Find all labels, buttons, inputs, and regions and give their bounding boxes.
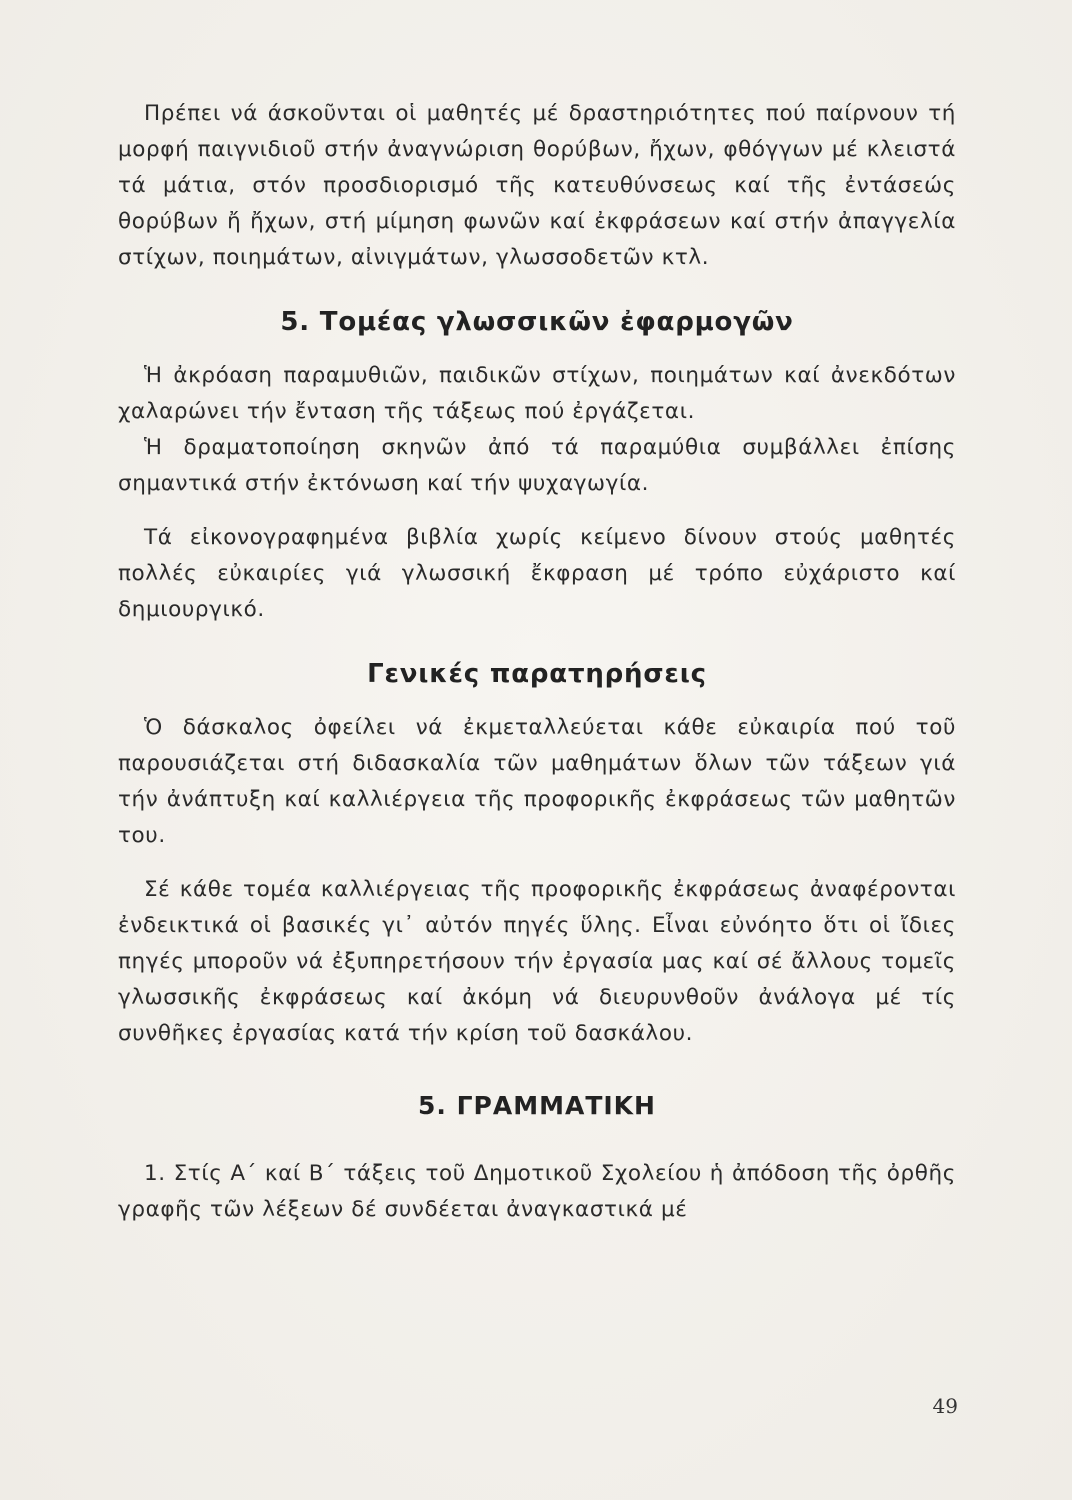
- paragraph-grammar-1: 1. Στίς Α΄ καί Β΄ τάξεις τοῦ Δημοτικοῦ Σχολείου ἡ ἀπόδοση τῆς ὀρθῆς γραφῆς τῶν λέξεων δέ συνδέεται ἀναγκαστικά μέ: [118, 1161, 956, 1222]
- paragraph-picture-books: Τά εἰκονογραφημένα βιβλία χωρίς κείμενο δίνουν στούς μαθητές πολλές εὐκαιρίες γιά γλωσσική ἔκφραση μέ τρόπο εὐχάριστο καί δημιουργικό.: [118, 525, 956, 622]
- paragraph-listening: Ἡ ἀκρόαση παραμυθιῶν, παιδικῶν στίχων, ποιημάτων καί ἀνεκδότων χαλαρώνει τήν ἔνταση τῆς τάξεως πού ἐργάζεται.: [118, 363, 956, 424]
- intro-paragraph: Πρέπει νά άσκοῦνται οἱ μαθητές μέ δραστηριότητες πού παίρνουν τή μορφή παιγνιδιοῦ στήν ἀναγνώριση θορύβων, ἤχων, φθόγγων μέ κλειστά τά μάτια, στόν προσδιορισμό τῆς κατευθύνσεως καί τῆς ἐντάσεώς θορύβων ἤ ἤχων, στή μίμηση φωνῶν καί ἐκφράσεων καί στήν ἀπαγγελία στίχων, ποιημάτων, αἰνιγμάτων, γλωσσοδετῶν κτλ.: [118, 101, 956, 270]
- section-heading-general-remarks: Γενικές παρατηρήσεις: [367, 659, 707, 689]
- paragraph-teacher-duty: Ὁ δάσκαλος ὀφείλει νά ἐκμεταλλεύεται κάθε εὐκαιρία πού τοῦ παρουσιάζεται στή διδασκαλία τῶν μαθημάτων ὅλων τῶν τάξεων γιά τήν ἀνάπτυξη καί καλλιέργεια τῆς προφορικῆς ἐκφράσεως τῶν μαθητῶν του.: [118, 715, 956, 848]
- paragraph-sources: Σέ κάθε τομέα καλλιέργειας τῆς προφορικῆς ἐκφράσεως ἀναφέρονται ἐνδεικτικά οἱ βασικές γι᾿ αὐτόν πηγές ὕλης. Εἶναι εὐνόητο ὅτι οἱ ἴδιες πηγές μποροῦν νά ἐξυπηρετήσουν τήν ἐργασία μας καί σέ ἄλλους τομεῖς γλωσσικῆς ἐκφράσεως καί ἀκόμη νά διευρυνθοῦν ἀνάλογα μέ τίς συνθῆκες ἐργασίας κατά τήν κρίση τοῦ δασκάλου.: [118, 877, 956, 1046]
- section-heading-grammar: 5. ΓΡΑΜΜΑΤΙΚΗ: [418, 1091, 656, 1120]
- page-content: [118, 96, 956, 1228]
- section-heading-language-applications: 5. Τομέας γλωσσικῶν ἐφαρμογῶν: [280, 307, 794, 337]
- page-number: 49: [932, 1394, 958, 1418]
- paragraph-dramatization: Ἡ δραματοποίηση σκηνῶν ἀπό τά παραμύθια συμβάλλει ἐπίσης σημαντικά στήν ἐκτόνωση καί τήν ψυχαγωγία.: [118, 435, 956, 496]
